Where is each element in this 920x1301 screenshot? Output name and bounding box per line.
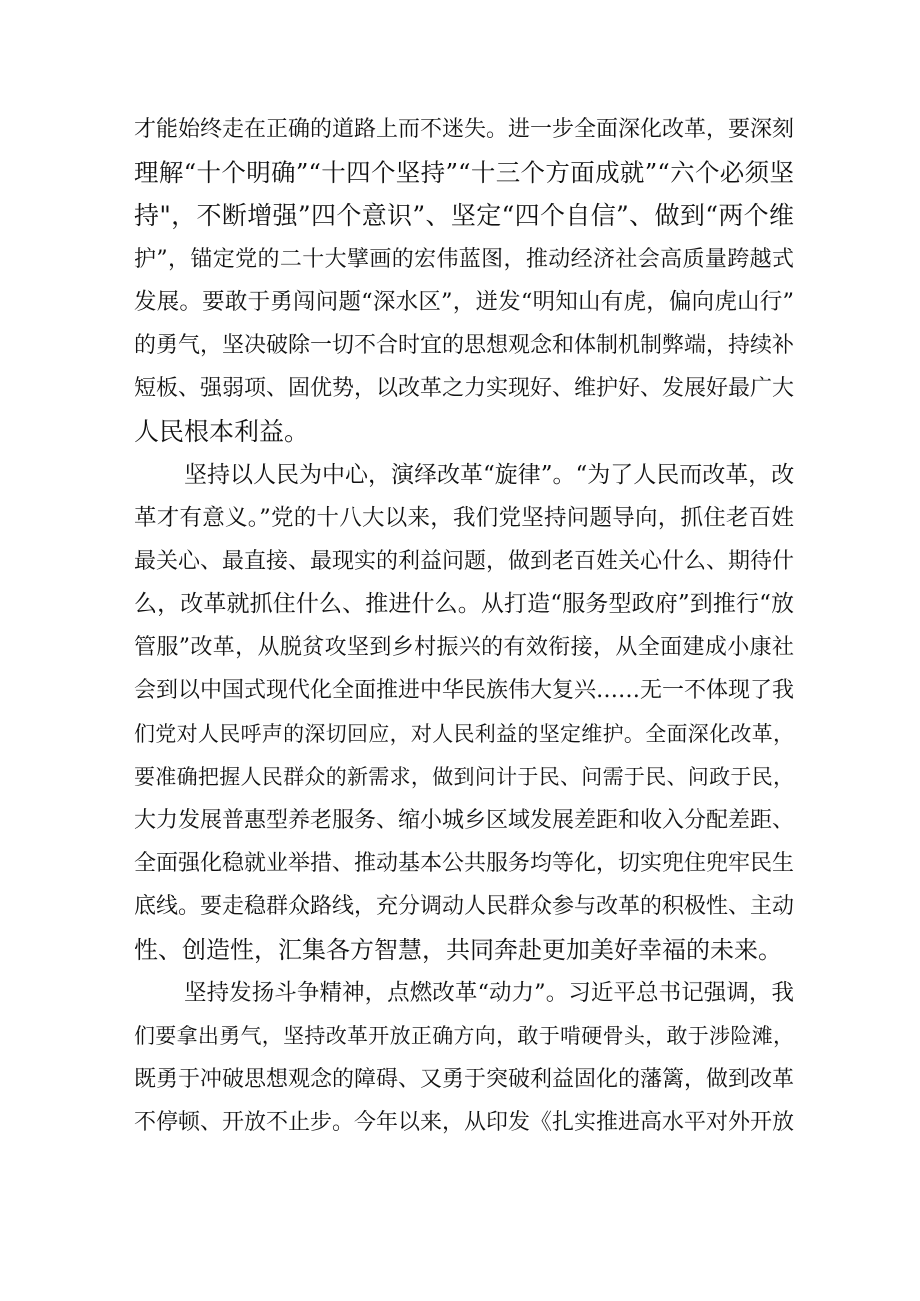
- text-line: 全面强化稳就业举措、推动基本公共服务均等化，切实兜住兜牢民生: [134, 851, 794, 877]
- text-line: 最关心、最直接、最现实的利益问题，做到老百姓关心什么、期待什: [134, 548, 794, 574]
- text-line: 理解“十个明确”“十四个坚持”“十三个方面成就”“六个必须坚: [134, 158, 794, 188]
- text-line: 会到以中国式现代化全面推进中华民族伟大复兴……无一不体现了我: [134, 678, 794, 704]
- text-line: 不停顿、开放不止步。今年以来，从印发《扎实推进高水平对外开放: [134, 1110, 794, 1136]
- body-text: [134, 108, 794, 1145]
- text-line: 人民根本利益。: [134, 417, 310, 447]
- text-line: 的勇气，坚决破除一切不合时宜的思想观念和体制机制弊端，持续补: [134, 332, 794, 358]
- text-line: 发展。要敢于勇闯问题“深水区”，迸发“明知山有虎，偏向虎山行”: [134, 288, 794, 315]
- text-line: 革才有意义。”党的十八大以来，我们党坚持问题导向，抓住老百姓: [134, 504, 794, 531]
- text-line: 们要拿出勇气，坚持改革开放正确方向，敢于啃硬骨头，敢于涉险滩，: [134, 1023, 794, 1048]
- text-line: 么，改革就抓住什么、推进什么。从打造“服务型政府”到推行“放: [134, 591, 794, 618]
- text-line: 坚持发扬斗争精神，点燃改革“动力”。习近平总书记强调，我: [184, 979, 794, 1006]
- text-line: 性、创造性，汇集各方智慧，共同奔赴更加美好幸福的未来。: [134, 935, 782, 964]
- text-line: 护”，锚定党的二十大擘画的宏伟蓝图，推动经济社会高质量跨越式: [134, 246, 794, 272]
- text-line: 短板、强弱项、固优势，以改革之力实现好、维护好、发展好最广大: [134, 376, 794, 402]
- text-line: 要准确把握人民群众的新需求，做到问计于民、问需于民、问政于民，: [134, 764, 794, 789]
- text-line: 既勇于冲破思想观念的障碍、又勇于突破利益固化的藩篱，做到改革: [134, 1067, 794, 1093]
- text-line: 们党对人民呼声的深切回应，对人民利益的坚定维护。全面深化改革，: [134, 721, 794, 746]
- text-line: 大力发展普惠型养老服务、缩小城乡区域发展差距和收入分配差距、: [134, 808, 794, 833]
- text-line: 管服”改革，从脱贫攻坚到乡村振兴的有效衔接，从全面建成小康社: [134, 635, 794, 661]
- text-line: 才能始终走在正确的道路上而不迷失。进一步全面深化改革，要深刻: [134, 117, 794, 142]
- text-line: 持"，不断增强”四个意识”、坚定“四个自信”、做到“两个维: [134, 201, 794, 231]
- text-line: 底线。要走稳群众路线，充分调动人民群众参与改革的积极性、主动: [134, 894, 794, 920]
- text-line: 坚持以人民为中心，演绎改革“旋律”。“为了人民而改革，改: [184, 461, 794, 488]
